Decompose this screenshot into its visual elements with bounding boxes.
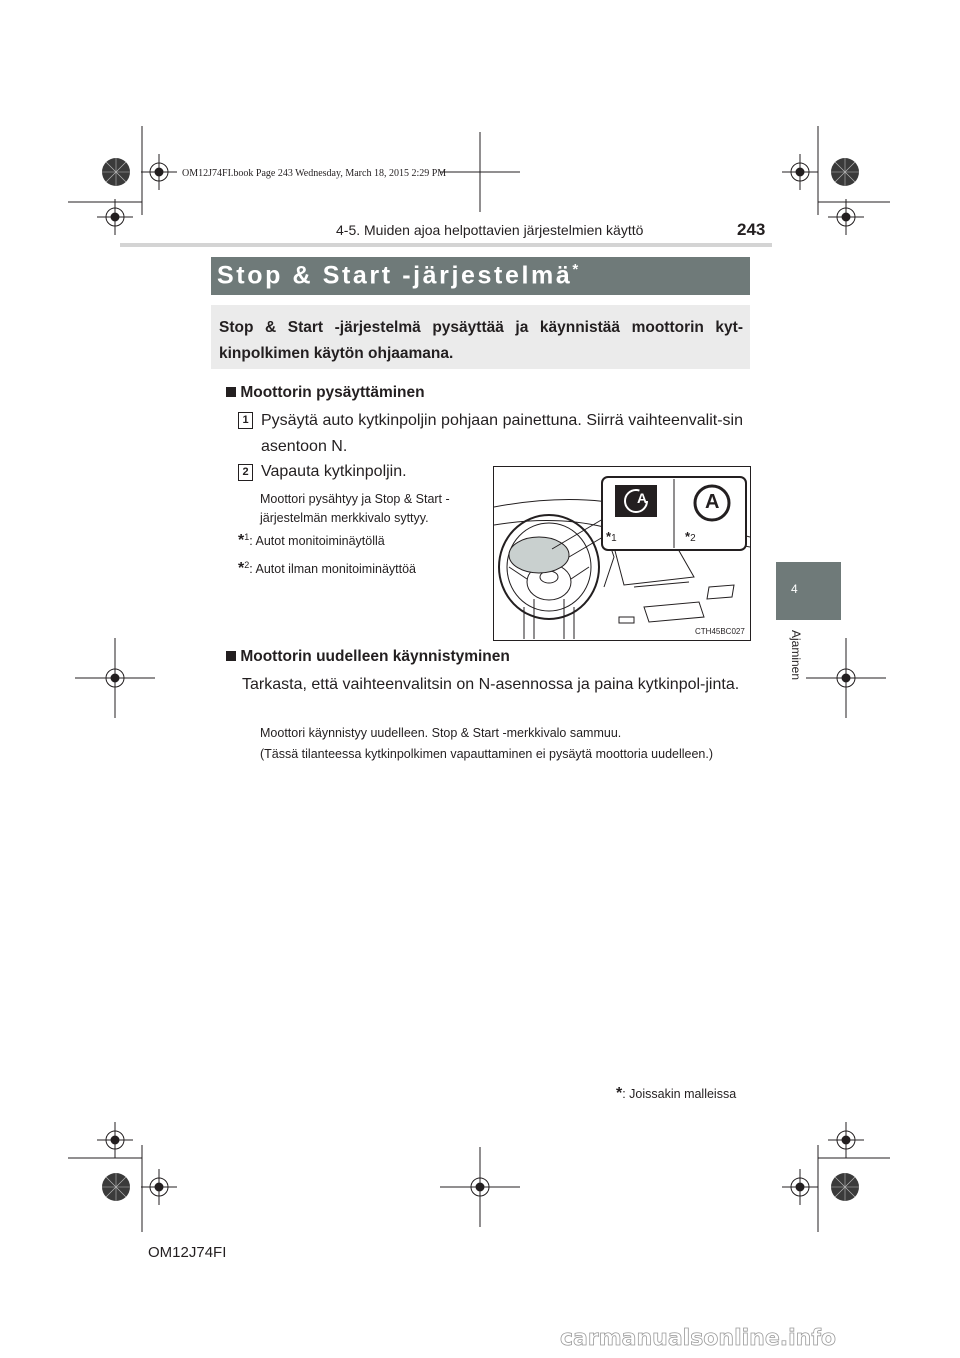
watermark-text: carmanualsonline.info bbox=[560, 1326, 836, 1351]
figure-label-1-sup: 1 bbox=[611, 533, 617, 544]
footer-manual-code: OM12J74FI bbox=[148, 1244, 227, 1261]
figure-label-2-mark: * bbox=[685, 529, 691, 544]
section1-heading-text: Moottorin pysäyttäminen bbox=[240, 384, 425, 401]
section2-text: Tarkasta, että vaihteenvalitsin on N-asennossa ja paina kytkinpol-jinta. bbox=[242, 676, 740, 693]
footnote-2-text: : Autot ilman monitoiminäyttöä bbox=[249, 562, 416, 577]
figure-code: CTH45BC027 bbox=[695, 627, 745, 636]
section2-heading bbox=[226, 648, 510, 666]
footnote-1-text: : Autot monitoiminäytöllä bbox=[249, 534, 385, 549]
figure-label-2-sup: 2 bbox=[690, 533, 696, 544]
footnote-2-sup: 2 bbox=[244, 560, 250, 570]
section2-heading-text: Moottorin uudelleen käynnistyminen bbox=[240, 648, 510, 665]
page-footnote-text: : Joissakin malleissa bbox=[622, 1087, 737, 1101]
watermark bbox=[560, 1325, 950, 1351]
title-star: * bbox=[572, 261, 581, 278]
chapter-number: 4 bbox=[791, 582, 798, 596]
footnote-1-mark: * bbox=[238, 532, 245, 550]
figure-label-2 bbox=[685, 529, 696, 544]
page-footnote-mark: * bbox=[616, 1085, 623, 1102]
page-footnote bbox=[616, 1084, 736, 1104]
footnote-1-sup: 1 bbox=[244, 532, 250, 542]
figure-label-1 bbox=[606, 529, 617, 544]
section2-note-1: Moottori käynnistyy uudelleen. Stop & Start -merkkivalo sammuu. bbox=[260, 726, 622, 740]
step-note: Moottori pysähtyy ja Stop & Start -järjestelmän merkkivalo syttyy. bbox=[260, 492, 450, 525]
header-section-title: 4-5. Muiden ajoa helpottavien järjestelmien käyttö bbox=[336, 222, 644, 238]
square-bullet-icon bbox=[226, 387, 236, 397]
figure-label-1-mark: * bbox=[606, 529, 612, 544]
chapter-label: Ajaminen bbox=[789, 630, 803, 681]
step-number-1: 1 bbox=[238, 412, 253, 429]
footnote-1 bbox=[238, 528, 385, 551]
header-rule bbox=[120, 243, 772, 247]
chapter-tab bbox=[776, 562, 841, 620]
section2-note-2: (Tässä tilanteessa kytkinpolkimen vapauttaminen ei pysäytä moottoria uudelleen.) bbox=[260, 747, 714, 761]
dashboard-figure bbox=[493, 466, 751, 641]
intro-text: Stop & Start -järjestelmä pysäyttää ja käynnistää moottorin kyt-kinpolkimen käytön ohjaamana. bbox=[219, 319, 743, 362]
page-title bbox=[217, 261, 581, 290]
footnote-2-mark: * bbox=[238, 560, 245, 578]
section1-heading bbox=[226, 384, 425, 402]
page-number: 243 bbox=[737, 220, 766, 239]
indicator-icon-letter: A bbox=[705, 491, 720, 513]
display-icon-letter: A bbox=[637, 490, 648, 506]
footnote-2 bbox=[238, 556, 416, 579]
step-number-2: 2 bbox=[238, 464, 253, 481]
step-1-text: Pysäytä auto kytkinpoljin pohjaan painettuna. Siirrä vaihteenvalit-sin asentoon N. bbox=[261, 412, 743, 455]
page-title-text: Stop & Start -järjestelmä bbox=[217, 261, 573, 290]
step-2-text: Vapauta kytkinpoljin. bbox=[261, 463, 407, 480]
square-bullet-icon bbox=[226, 651, 236, 661]
watermark-logo bbox=[560, 1325, 950, 1351]
print-info: OM12J74FI.book Page 243 Wednesday, March 18, 2015 2:29 PM bbox=[182, 168, 447, 179]
